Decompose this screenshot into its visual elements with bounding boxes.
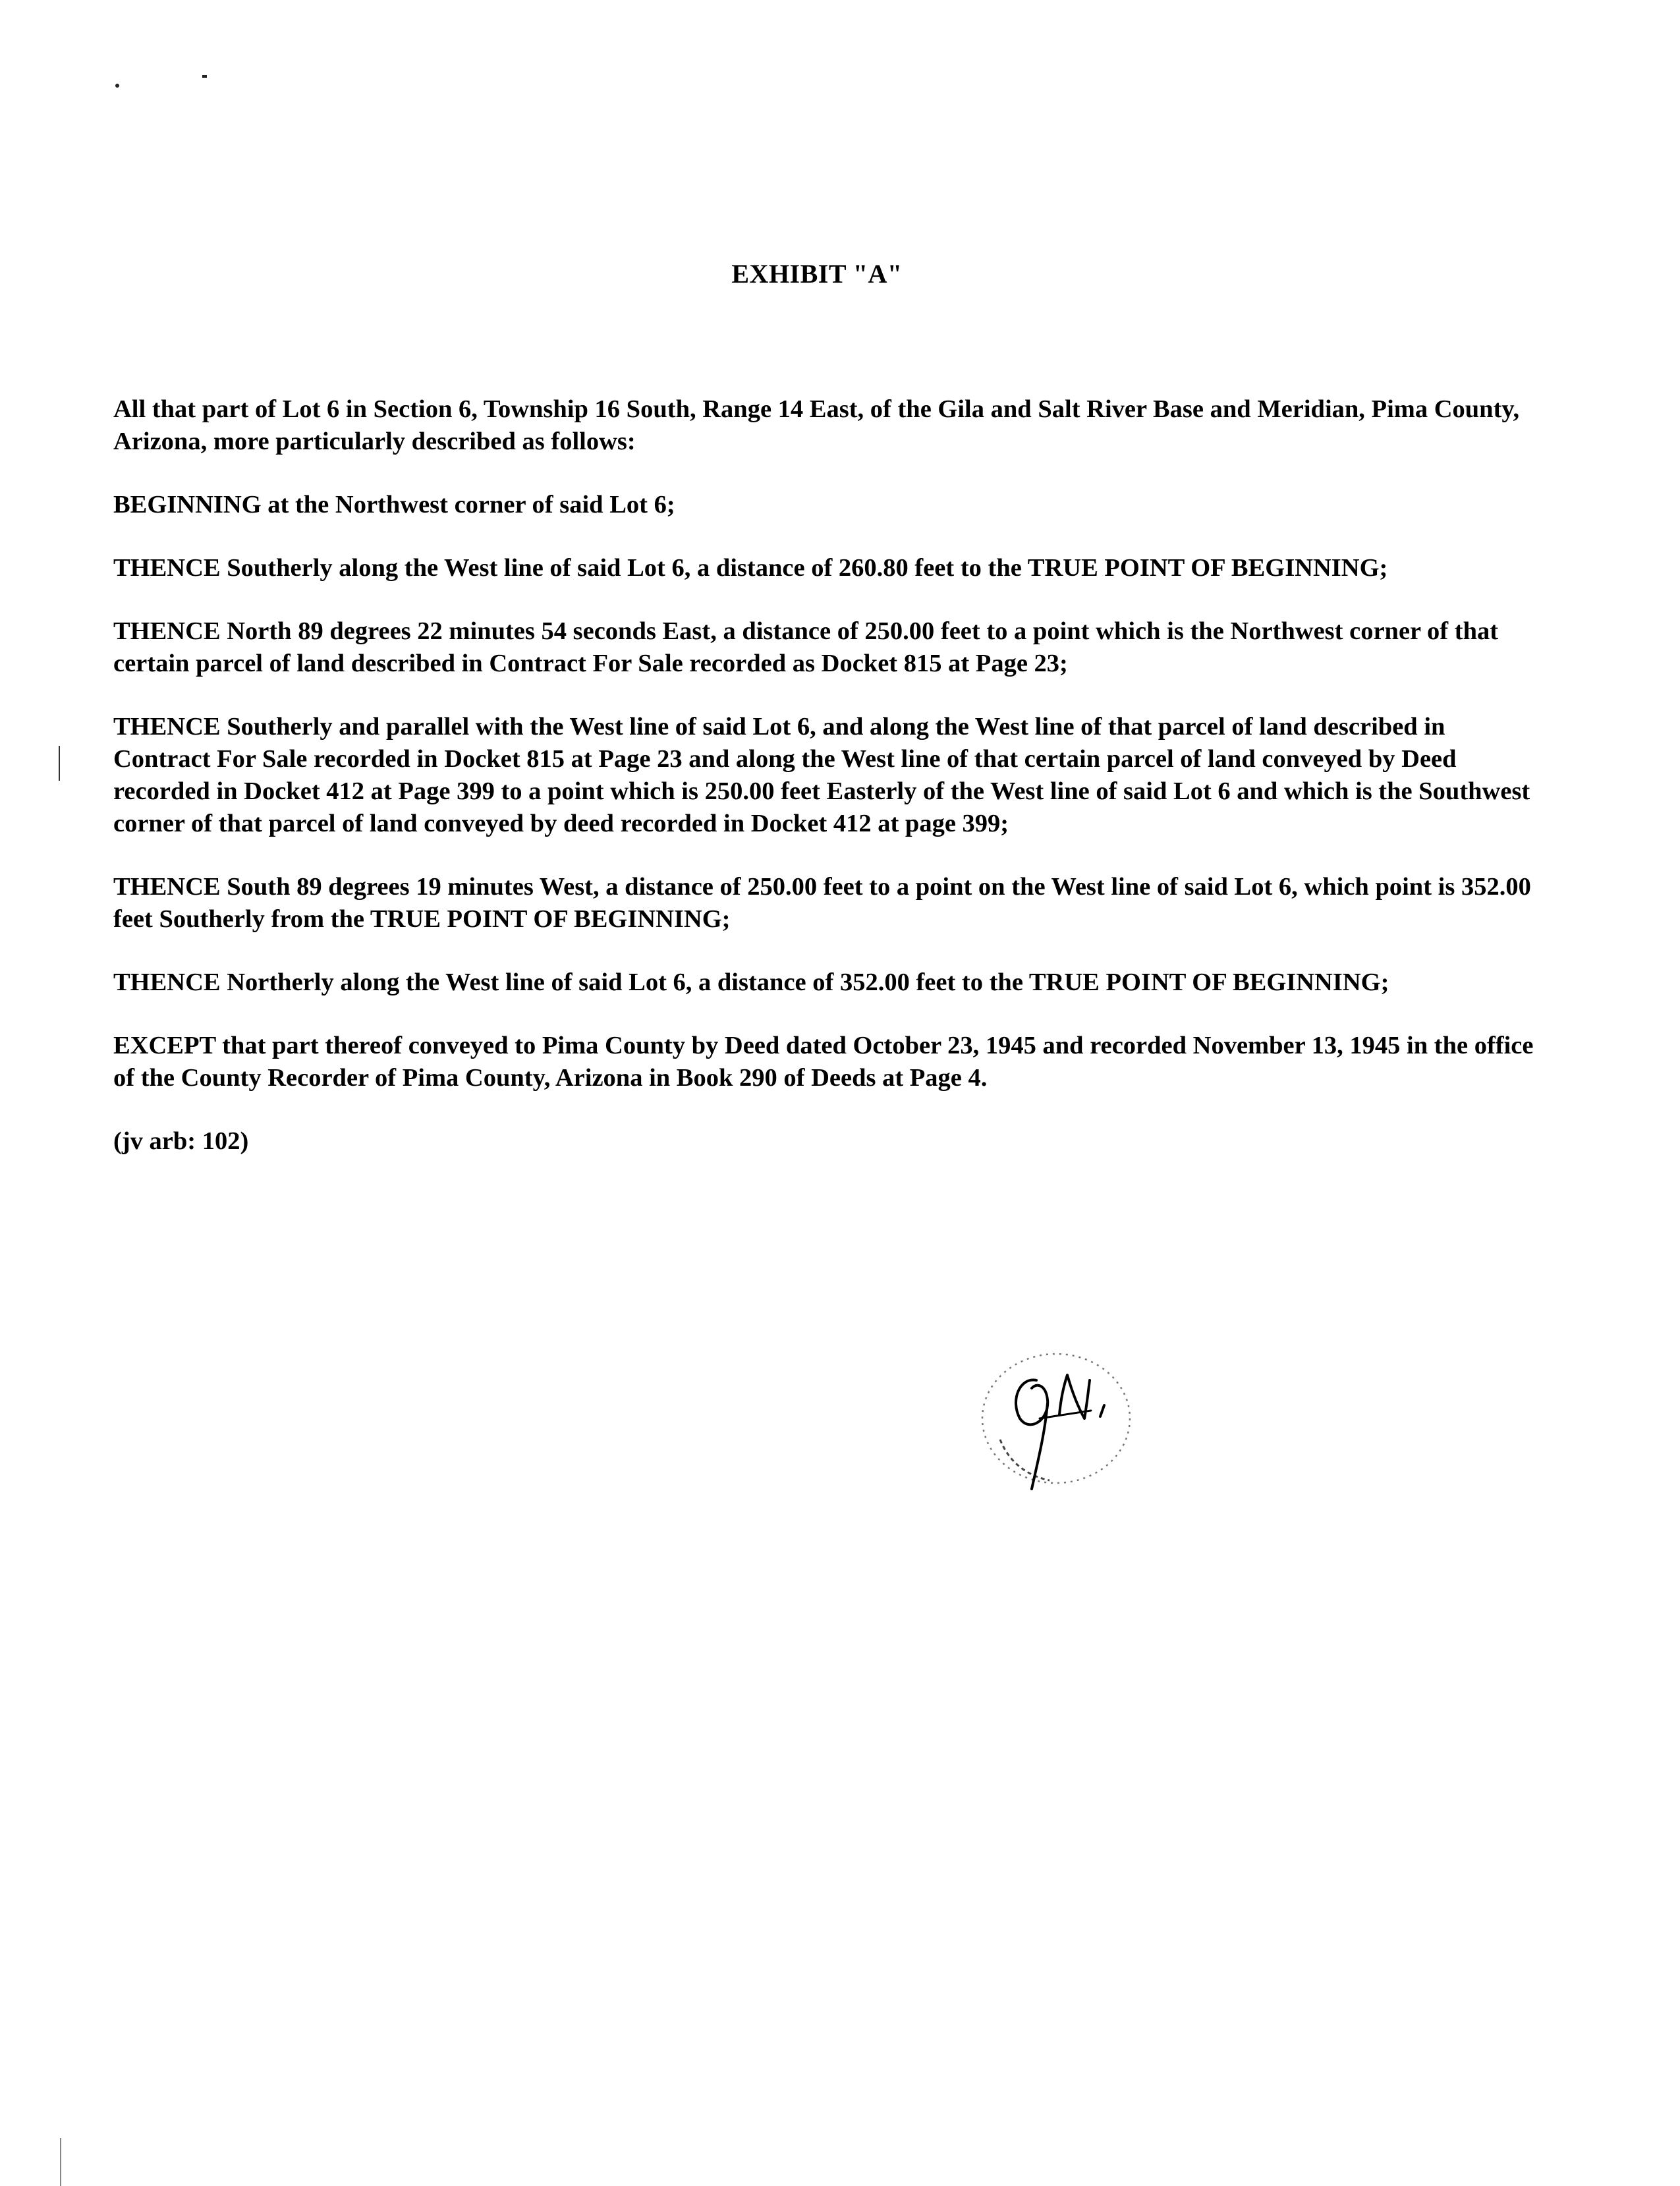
legal-description [113,393,1543,1189]
thence-paragraph-4: THENCE South 89 degrees 19 minutes West, a distance of 250.00 feet to a point on the West line of said Lot 6, which point is 352.00 feet Southerly from the TRUE POINT OF BEGINNING; [113,873,1531,933]
thence-paragraph-1: THENCE Southerly along the West line of said Lot 6, a distance of 260.80 feet to the TRUE POINT OF BEGINNING; [113,554,1388,582]
exhibit-title: EXHIBIT "A" [731,259,903,289]
thence-paragraph-2: THENCE North 89 degrees 22 minutes 54 seconds East, a distance of 250.00 feet to a point which is the Northwest corner of that certain parcel of land described in Contract For Sale recorded as Docket 815 at Page 23; [113,617,1499,677]
reference-note: (jv arb: 102) [113,1127,249,1155]
initials-stamp [974,1341,1145,1492]
beginning-paragraph: BEGINNING at the Northwest corner of said Lot 6; [113,491,675,518]
except-paragraph: EXCEPT that part thereof conveyed to Pima County by Deed dated October 23, 1945 and recorded November 13, 1945 in the office of the County Recorder of Pima County, Arizona in Book 290 of Deeds at Page 4. [113,1032,1534,1092]
thence-paragraph-3: THENCE Southerly and parallel with the West line of said Lot 6, and along the West line of that parcel of land described in Contract For Sale recorded in Docket 815 at Page 23 and along the West line of that certain parcel of land conveyed by Deed recorded in Docket 412 at Page 399 to a point which is 250.00 feet Easterly of the West line of said Lot 6 and which is the Southwest corner of that parcel of land conveyed by deed recorded in Docket 412 at page 399; [113,713,1530,837]
thence-paragraph-5: THENCE Northerly along the West line of said Lot 6, a distance of 352.00 feet to the TRUE POINT OF BEGINNING; [113,968,1389,996]
intro-paragraph: All that part of Lot 6 in Section 6, Township 16 South, Range 14 East, of the Gila and Salt River Base and Meridian, Pima County, Arizona, more particularly described as follows: [113,395,1520,455]
